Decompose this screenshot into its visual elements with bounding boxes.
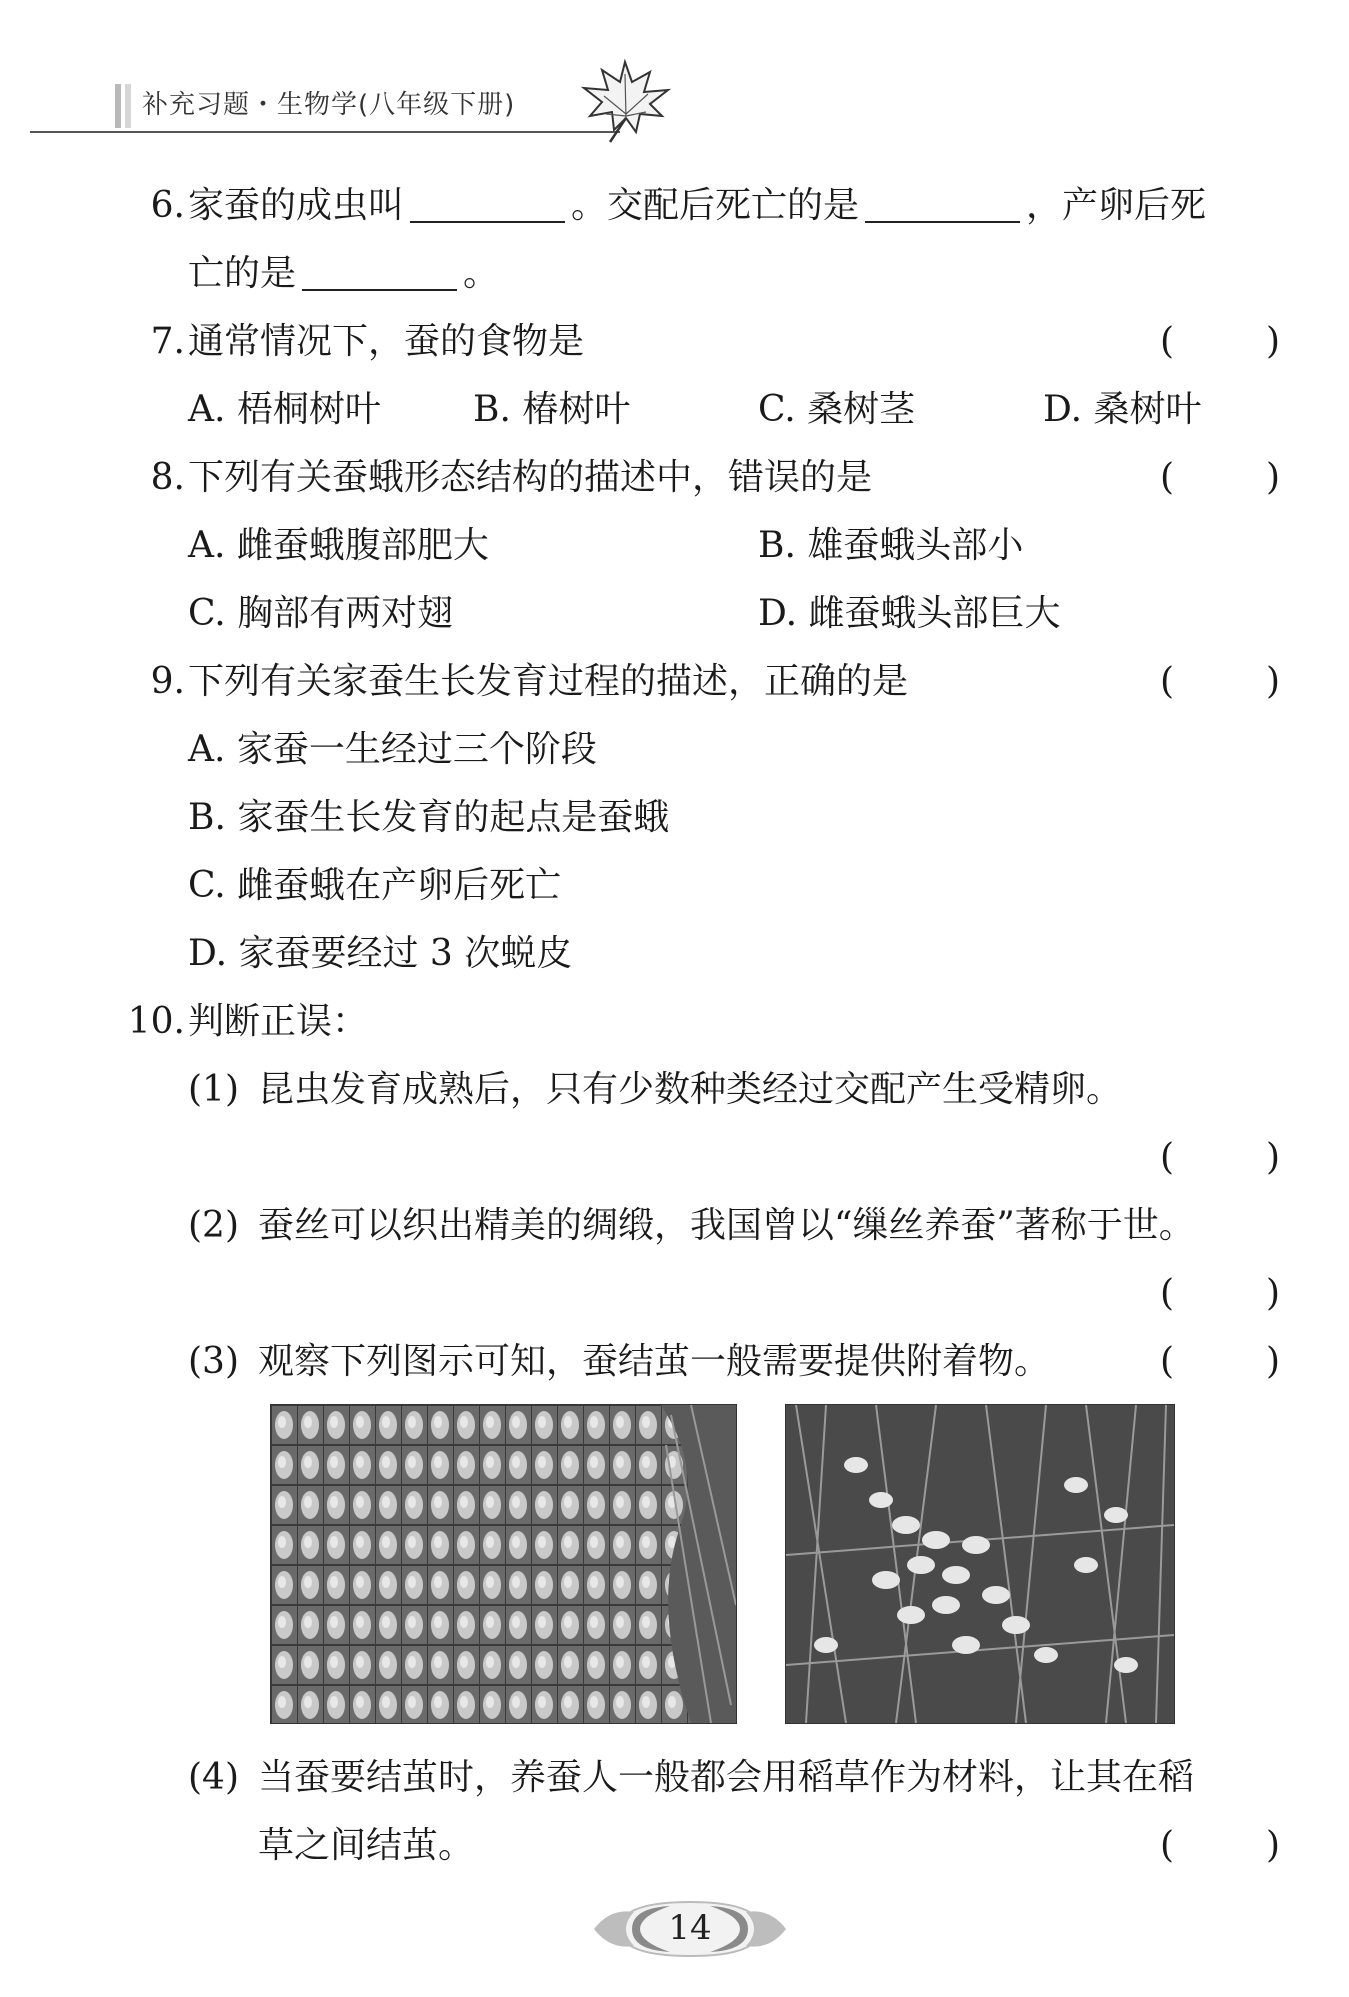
q9-option-c-line (130, 860, 1280, 912)
answer-blank[interactable] (865, 185, 1020, 223)
q8-options-row2 (130, 588, 1280, 640)
q10-item-4-text2: 草之间结茧。 (258, 1825, 475, 1866)
q6-part3: ，产卵后死 (1026, 185, 1207, 226)
paren-open: ( (1160, 1341, 1175, 1382)
paren-close: ) (1265, 1341, 1280, 1382)
paren-close: ) (1265, 1137, 1280, 1178)
answer-parentheses[interactable] (1160, 452, 1280, 504)
q7-number: 7. (150, 321, 185, 362)
cocoon-straw-photo (785, 1404, 1175, 1724)
q9-option-a[interactable]: A. 家蚕一生经过三个阶段 (188, 729, 597, 770)
page-header (30, 60, 670, 140)
q8-options-row1 (130, 520, 1280, 572)
paren-open: ( (1160, 1273, 1175, 1314)
q10-item-1 (130, 1064, 1280, 1116)
q10-item-3 (130, 1336, 1280, 1388)
q10-item-4 (130, 1752, 1280, 1804)
paren-close: ) (1265, 321, 1280, 362)
q9-number: 9. (150, 661, 185, 702)
questions (127, 180, 1280, 1888)
q9-text: 下列有关家蚕生长发育过程的描述，正确的是 (188, 661, 909, 702)
q7-text: 通常情况下，蚕的食物是 (188, 321, 585, 362)
answer-blank[interactable] (410, 185, 565, 223)
paren-open: ( (1160, 661, 1175, 702)
q10-item-3-text: 观察下列图示可知，蚕结茧一般需要提供附着物。 (258, 1341, 1051, 1382)
q6-text (188, 180, 1206, 232)
q7-option-a[interactable]: A. 梧桐树叶 (188, 389, 381, 430)
q9-option-b-line (130, 792, 1280, 844)
q7-options (130, 384, 1280, 436)
q10-item-2-label: (2) (188, 1205, 239, 1246)
q6-part2: 。交配后死亡的是 (571, 185, 860, 226)
leaf-icon (570, 54, 680, 144)
paren-open: ( (1160, 1825, 1175, 1866)
q10-item-3-label: (3) (188, 1341, 239, 1382)
q6-line-2 (130, 248, 1280, 300)
paren-open: ( (1160, 1137, 1175, 1178)
answer-blank[interactable] (302, 253, 457, 291)
answer-parentheses[interactable] (1160, 316, 1280, 368)
header-title: 补充习题・生物学(八年级下册) (142, 90, 516, 120)
paren-close: ) (1265, 457, 1280, 498)
q9-option-a-line (130, 724, 1280, 776)
q9-option-d[interactable]: D. 家蚕要经过 3 次蜕皮 (188, 933, 573, 974)
q9-option-b[interactable]: B. 家蚕生长发育的起点是蚕蛾 (188, 797, 670, 838)
q6-line-1 (130, 180, 1280, 232)
q10-item-4-label: (4) (188, 1757, 239, 1798)
q10-line (127, 996, 1280, 1048)
q10-item-2-answer (130, 1268, 1280, 1320)
q9-option-c[interactable]: C. 雌蚕蛾在产卵后死亡 (188, 865, 562, 906)
q7-option-b[interactable]: B. 椿树叶 (473, 389, 631, 430)
q7-line (130, 316, 1280, 368)
paren-close: ) (1265, 1825, 1280, 1866)
q8-text: 下列有关蚕蛾形态结构的描述中，错误的是 (188, 457, 873, 498)
q7-option-d[interactable]: D. 桑树叶 (1043, 389, 1202, 430)
paren-close: ) (1265, 1273, 1280, 1314)
header-bar (125, 84, 131, 128)
q10-item-1-text: 昆虫发育成熟后，只有少数种类经过交配产生受精卵。 (258, 1069, 1123, 1110)
q8-line (130, 452, 1280, 504)
cocoon-net-photo (270, 1404, 737, 1724)
q10-item-2-text: 蚕丝可以织出精美的绸缎，我国曾以“缫丝养蚕”著称于世。 (258, 1205, 1195, 1246)
paren-open: ( (1160, 457, 1175, 498)
q9-option-d-line (130, 928, 1280, 980)
q7-option-c[interactable]: C. 桑树茎 (758, 389, 916, 430)
q10-item-1-label: (1) (188, 1069, 239, 1110)
photo-row (130, 1404, 1280, 1734)
answer-parentheses[interactable] (1160, 1268, 1280, 1320)
answer-parentheses[interactable] (1160, 1820, 1280, 1872)
q10-item-4-cont (130, 1820, 1280, 1872)
header-bar (115, 84, 121, 128)
q8-number: 8. (150, 457, 185, 498)
paren-close: ) (1265, 661, 1280, 702)
q9-line (130, 656, 1280, 708)
q8-option-c[interactable]: C. 胸部有两对翅 (188, 593, 454, 634)
q6-part1: 家蚕的成虫叫 (188, 185, 405, 226)
header-rule (30, 131, 620, 133)
page-number: 14 (668, 1908, 712, 1948)
answer-parentheses[interactable] (1160, 1336, 1280, 1388)
paren-open: ( (1160, 321, 1175, 362)
q10-item-2 (130, 1200, 1280, 1252)
q6-part4: 亡的是 (188, 253, 297, 294)
q10-item-1-answer (130, 1132, 1280, 1184)
q6-text-cont (188, 248, 499, 300)
q6-part5: 。 (463, 253, 500, 294)
q8-option-b[interactable]: B. 雄蚕蛾头部小 (758, 525, 1024, 566)
q10-text: 判断正误： (188, 1001, 369, 1042)
q8-option-d[interactable]: D. 雌蚕蛾头部巨大 (758, 593, 1061, 634)
q8-option-a[interactable]: A. 雌蚕蛾腹部肥大 (188, 525, 489, 566)
q10-item-4-text: 当蚕要结茧时，养蚕人一般都会用稻草作为材料，让其在稻 (258, 1757, 1195, 1798)
q10-number: 10. (127, 1001, 185, 1042)
answer-parentheses[interactable] (1160, 656, 1280, 708)
answer-parentheses[interactable] (1160, 1132, 1280, 1184)
page-number-badge (590, 1898, 790, 1960)
q6-number: 6. (150, 185, 185, 226)
